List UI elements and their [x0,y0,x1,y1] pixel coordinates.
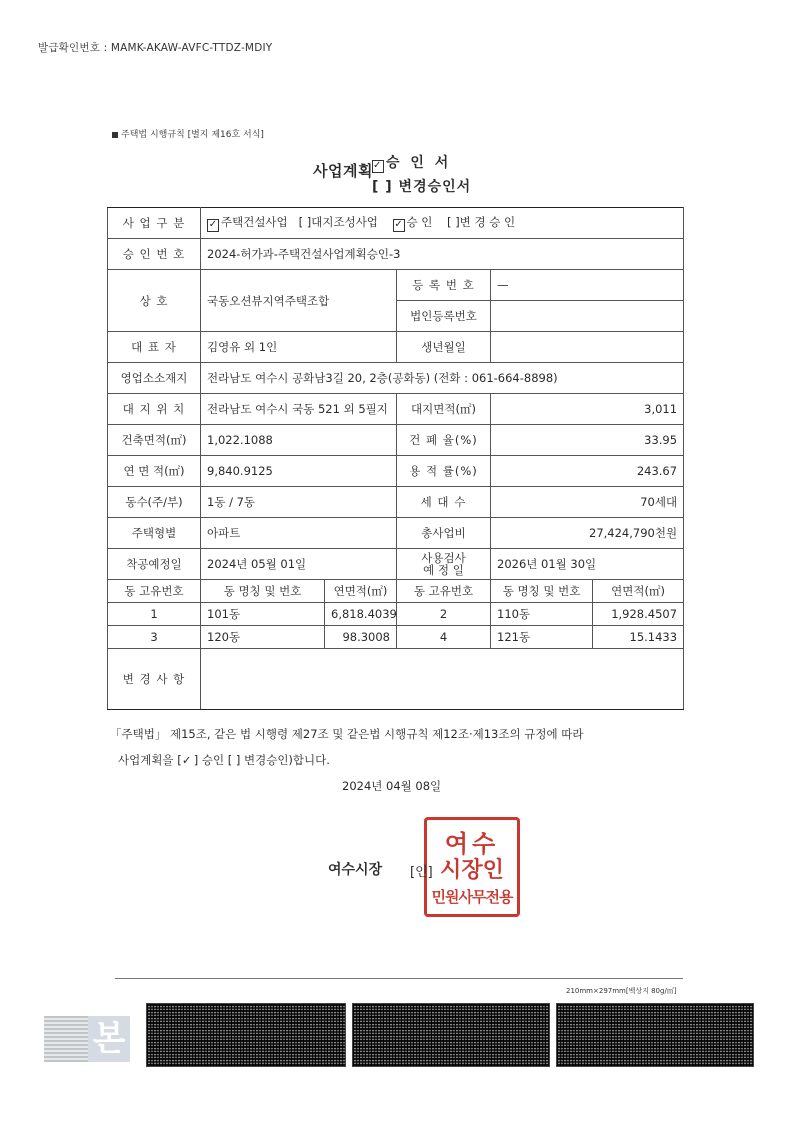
issue-date: 2024년 04월 08일 [342,779,442,793]
statement-line2-start: 사업계획을 [ [118,753,182,767]
business-type-label: 사 업 구 분 [108,208,201,239]
unit-cell: 6,818.4039 [325,603,397,626]
start-date-row [108,549,684,580]
unit-table-header [108,580,684,603]
registration-number-value: — [491,270,684,301]
original-stamp: 본 [88,1016,130,1062]
site-label: 대 지 위 치 [108,394,201,425]
households-value: 70세대 [491,487,684,518]
title-change-option: [ ] 변경승인서 [372,179,472,195]
checkbox-checked-icon: ✓ [373,160,385,171]
total-cost-value: 27,424,790천원 [491,518,684,549]
inspection-label-line1: 사용검사 [421,551,466,565]
check-mark-icon: ✓ [181,753,192,767]
total-cost-label: 총사업비 [397,518,491,549]
corporate-number-label: 법인등록번호 [397,301,491,332]
representative-label: 대 표 자 [108,332,201,363]
form-reference-text: 주택법 시행규칙 [별지 제16호 서식] [121,130,264,140]
registration-number-label: 등 록 번 호 [397,270,491,301]
households-label: 세 대 수 [397,487,491,518]
unit-header: 연면적(㎡) [325,580,397,603]
building-area-row [108,425,684,456]
company-value: 국동오션뷰지역주택조합 [201,270,397,332]
checkbox-checked-icon: ✓ [394,219,403,230]
statement-line1: 「주택법」 제15조, 같은 법 시행령 제27조 및 같은법 시행규칙 제12조·제13조의 규정에 따라 [110,727,584,741]
form-reference [112,127,264,140]
issue-number: 발급확인번호 : MAMK-AKAW-AVFC-TTDZ-MDIY [38,42,273,54]
birth-date-label: 생년월일 [397,332,491,363]
representative-value: 김영유 외 1인 [201,332,397,363]
unit-header: 동 고유번호 [397,580,491,603]
housing-type-row [108,518,684,549]
unit-cell: 101동 [201,603,325,626]
verification-barcode [146,1003,346,1067]
site-row [108,394,684,425]
unit-header: 동 명칭 및 번호 [201,580,325,603]
floor-area-row [108,456,684,487]
changes-value [201,649,684,710]
floor-area-value: 9,840.9125 [201,456,397,487]
changes-row [108,649,684,710]
inspection-date-value: 2026년 01월 30일 [491,549,684,580]
building-area-label: 건축면적(㎡) [108,425,201,456]
title-approval-option [372,152,451,173]
paper-spec: 210mm×297mm[백상지 80g/㎡] [566,987,677,995]
business-type-options [201,208,684,239]
inspection-date-label [397,549,491,580]
approval-number-row [108,239,684,270]
land-development-option: [ ]대지조성사업 [298,215,378,229]
company-row [108,270,684,301]
unit-header: 동 명칭 및 번호 [491,580,593,603]
representative-row [108,332,684,363]
approval-number-label: 승 인 번 호 [108,239,201,270]
unit-header: 연면적(㎡) [593,580,684,603]
unit-table-row [108,626,684,649]
seal-line1: 여수 [444,830,500,858]
title-main: 사업계획 [313,162,373,180]
start-date-label: 착공예정일 [108,549,201,580]
seal-mark: [인] [410,865,433,880]
housing-type-label: 주택형별 [108,518,201,549]
unit-cell: 1 [108,603,201,626]
unit-header: 동 고유번호 [108,580,201,603]
checkbox-checked-icon: ✓ [208,219,218,230]
floor-ratio-label: 용 적 률(%) [397,456,491,487]
footer-rule [115,978,683,979]
building-area-value: 1,022.1088 [201,425,397,456]
housing-type-value: 아파트 [201,518,397,549]
verification-barcode [556,1003,754,1067]
site-area-value: 3,011 [491,394,684,425]
change-approval-option: [ ]변 경 승 인 [447,215,516,229]
unit-cell: 15.1433 [593,626,684,649]
unit-table-row [108,603,684,626]
seal-line3: 민원사무전용 [431,888,513,906]
unit-cell: 3 [108,626,201,649]
housing-construction-option: 주택건설사업 [221,215,288,229]
business-type-row [108,208,684,239]
approval-number-value: 2024-허가과-주택건설사업계획승인-3 [201,239,684,270]
seal-line2: 시장인 [440,858,504,883]
buildings-label: 동수(주/부) [108,487,201,518]
title-approval-text: 승 인 서 [386,155,452,171]
buildings-row [108,487,684,518]
office-value: 전라남도 여수시 공화남3길 20, 2층(공화동) (전화 : 061-664-8898) [201,363,684,394]
buildings-value: 1동 / 7동 [201,487,397,518]
signer-title: 여수시장 [328,862,383,878]
unit-cell: 110동 [491,603,593,626]
site-value: 전라남도 여수시 국동 521 외 5필지 [201,394,397,425]
approval-option: 승 인 [406,215,433,229]
square-bullet-icon [112,132,118,138]
inspection-label-line2: 예 정 일 [423,563,464,577]
start-date-value: 2024년 05월 01일 [201,549,397,580]
official-seal [424,817,520,917]
changes-label: 변 경 사 항 [108,649,201,710]
coverage-ratio-value: 33.95 [491,425,684,456]
floor-area-label: 연 면 적(㎡) [108,456,201,487]
unit-cell: 2 [397,603,491,626]
statement-line2 [118,752,330,768]
statement-line2-end: ] 승인 [ ] 변경승인)합니다. [193,753,330,767]
office-row [108,363,684,394]
site-area-label: 대지면적(㎡) [397,394,491,425]
coverage-ratio-label: 건 폐 율(%) [397,425,491,456]
company-label: 상 호 [108,270,201,332]
unit-cell: 121동 [491,626,593,649]
unit-cell: 4 [397,626,491,649]
corporate-number-value [491,301,684,332]
unit-cell: 1,928.4507 [593,603,684,626]
unit-cell: 98.3008 [325,626,397,649]
office-label: 영업소소재지 [108,363,201,394]
verification-barcode [352,1003,550,1067]
unit-cell: 120동 [201,626,325,649]
approval-form-table [107,207,684,710]
birth-date-value [491,332,684,363]
floor-ratio-value: 243.67 [491,456,684,487]
